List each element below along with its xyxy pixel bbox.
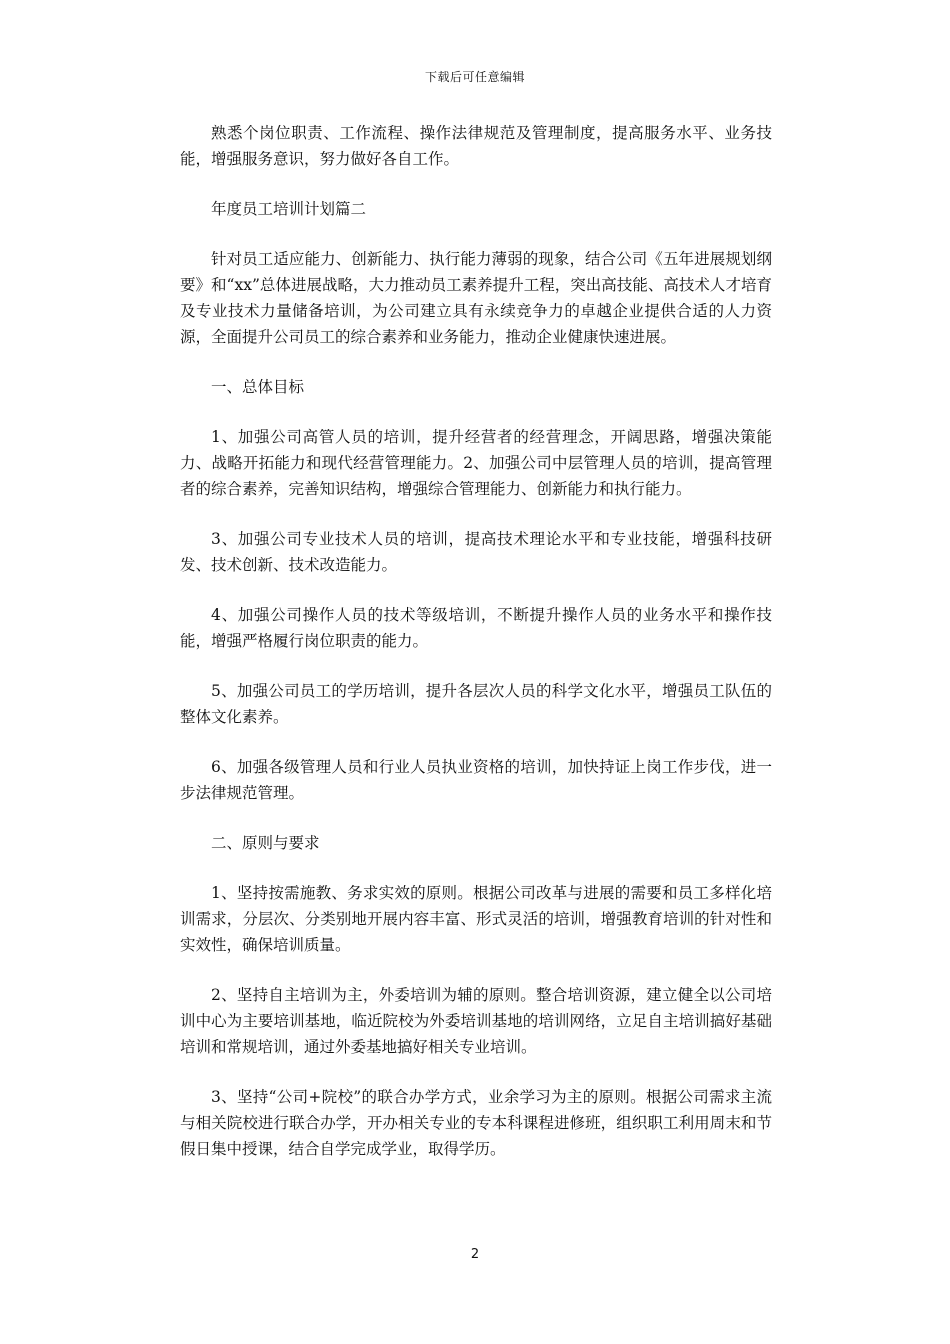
paragraph-goal-4: 4、加强公司操作人员的技术等级培训，不断提升操作人员的业务水平和操作技能，增强严格履行岗位职责的能力。 (180, 606, 772, 650)
paragraph-goal-3: 3、加强公司专业技术人员的培训，提高技术理论水平和专业技能，增强科技研发、技术创新、技术改造能力。 (180, 530, 772, 574)
paragraph-principle-2: 2、坚持自主培训为主，外委培训为辅的原则。整合培训资源，建立健全以公司培训中心为主要培训基地，临近院校为外委培训基地的培训网络，立足自主培训搞好基础培训和常规培训，通过外委基地搞好相关专业培训。 (180, 986, 772, 1056)
page-header-note: 下载后可任意编辑 (424, 70, 525, 84)
paragraph-intro: 针对员工适应能力、创新能力、执行能力薄弱的现象，结合公司《五年进展规划纲要》和“xx”总体进展战略，大力推动员工素养提升工程，突出高技能、高技术人才培育及专业技术力量储备培训，为公司建立具有永续竞争力的卓越企业提供合适的人力资源，全面提升公司员工的综合素养和业务能力，推动企业健康快速进展。 (180, 250, 772, 346)
paragraph-goal-6: 6、加强各级管理人员和行业人员执业资格的培训，加快持证上岗工作步伐，进一步法律规范管理。 (180, 758, 772, 802)
document-body (180, 120, 772, 1186)
paragraph-principle-3: 3、坚持“公司+院校”的联合办学方式，业余学习为主的原则。根据公司需求主流与相关院校进行联合办学，开办相关专业的专本科课程进修班，组织职工利用周末和节假日集中授课，结合自学完成学业，取得学历。 (180, 1088, 772, 1158)
section-title-plan-two: 年度员工培训计划篇二 (211, 200, 367, 218)
paragraph-goal-1-2: 1、加强公司高管人员的培训，提升经营者的经营理念，开阔思路，增强决策能力、战略开拓能力和现代经营管理能力。2、加强公司中层管理人员的培训，提高管理者的综合素养，完善知识结构，增强综合管理能力、创新能力和执行能力。 (180, 428, 772, 498)
heading-principles: 二、原则与要求 (211, 834, 320, 852)
heading-overall-goals: 一、总体目标 (211, 378, 305, 396)
paragraph-goal-5: 5、加强公司员工的学历培训，提升各层次人员的科学文化水平，增强员工队伍的整体文化素养。 (180, 682, 772, 726)
page-number: 2 (470, 1247, 480, 1262)
paragraph-principle-1: 1、坚持按需施教、务求实效的原则。根据公司改革与进展的需要和员工多样化培训需求，分层次、分类别地开展内容丰富、形式灵活的培训，增强教育培训的针对性和实效性，确保培训质量。 (180, 884, 772, 954)
paragraph-duties: 熟悉个岗位职责、工作流程、操作法律规范及管理制度，提高服务水平、业务技能，增强服务意识，努力做好各自工作。 (180, 124, 772, 168)
